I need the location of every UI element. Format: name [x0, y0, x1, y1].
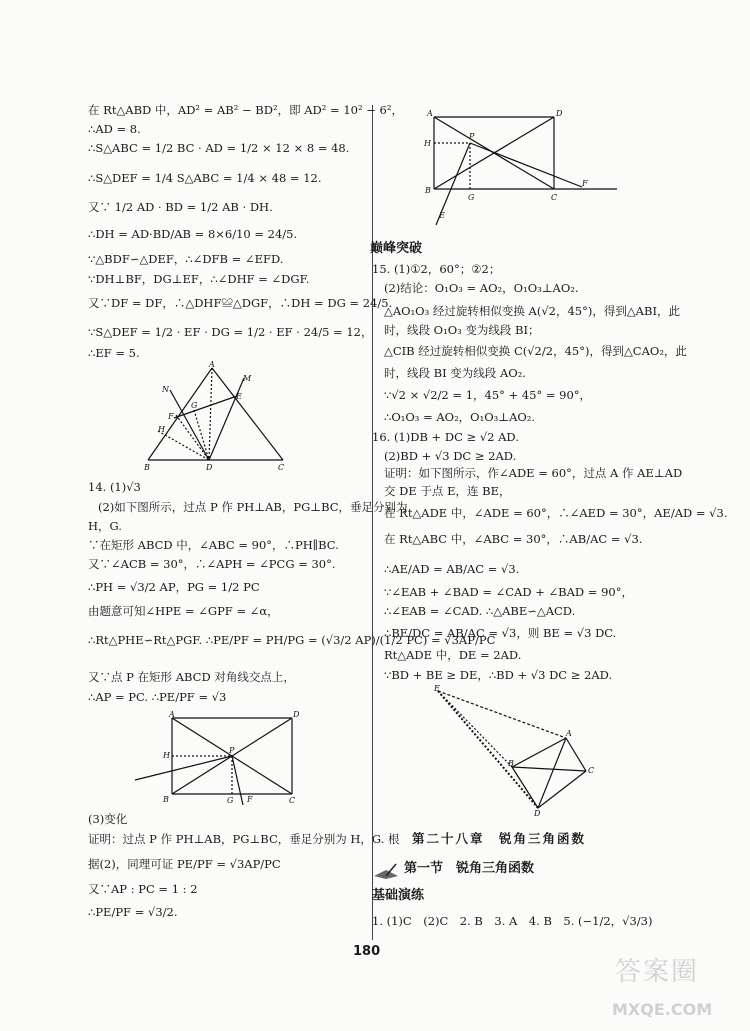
fig-label: B [163, 795, 169, 804]
text-line: ∴S△ABC = 1/2 BC · AD = 1/2 × 12 × 8 = 48. [88, 141, 350, 155]
fig-label: A [209, 360, 215, 369]
fig-label: D [556, 109, 563, 118]
fig-label: N [162, 385, 169, 394]
triangle-figure [140, 360, 290, 472]
fig-label: E [439, 211, 445, 220]
fig-label: G [227, 796, 234, 805]
book-pen-icon [372, 862, 400, 880]
text-line: 14. (1)√3 [88, 480, 141, 494]
text-line: ∴EF = 5. [88, 346, 140, 360]
fig-label: F [582, 179, 588, 188]
text-line: ∴O₁O₃ = AO₂，O₁O₃⊥AO₂. [384, 410, 536, 424]
text-line: ∴PH = √3/2 AP，PG = 1/2 PC [88, 580, 260, 594]
fig-label: M [243, 374, 252, 383]
text-line: ∵BD + BE ≥ DE，∴BD + √3 DC ≥ 2AD. [384, 668, 613, 682]
rectangle-rotation-figure [422, 105, 622, 230]
text-line: ∵S△DEF = 1/2 · EF · DG = 1/2 · EF · 24/5 = 12， [88, 325, 373, 339]
text-line: 又∵∠ACB = 30°，∴∠APH = ∠PCG = 30°. [88, 557, 336, 571]
text-line: ∴∠EAB = ∠CAD. ∴△ABE∽△ACD. [384, 604, 576, 618]
text-line: 又∵ 1/2 AD · BD = 1/2 AB · DH. [88, 200, 273, 214]
text-line: 证明：过点 P 作 PH⊥AB，PG⊥BC，垂足分别为 H，G. 根 [88, 832, 400, 846]
fig-label: F [168, 412, 174, 421]
fig-label: B [508, 759, 514, 768]
text-line: 又∵DF = DF，∴△DHF≌△DGF，∴DH = DG = 24/5. [88, 296, 393, 310]
text-line: 时，线段 BI 变为线段 AO₂. [384, 366, 526, 380]
fig-label: B [144, 463, 150, 472]
fig-label: H [424, 139, 431, 148]
text-line: (3)变化 [88, 812, 128, 826]
text-line: △CIB 经过旋转相似变换 C(√2/2，45°)，得到△CAO₂，此 [384, 344, 687, 358]
fig-label: B [425, 186, 431, 195]
fig-label: G [191, 401, 198, 410]
fig-label: C [278, 463, 285, 472]
fig-label: H [158, 425, 165, 434]
text-line: ∵√2 × √2/2 = 1，45° + 45° = 90°， [384, 388, 592, 402]
text-line: 15. (1)①2，60°；②2； [372, 262, 501, 276]
rectangle-figure [155, 710, 315, 810]
text-line: △AO₁O₃ 经过旋转相似变换 A(√2，45°)，得到△ABI，此 [384, 304, 680, 318]
fig-label: P [469, 132, 475, 141]
text-line: 在 Rt△ABD 中，AD² = AB² − BD²，即 AD² = 10² − 6²， [88, 103, 403, 117]
text-line: (2)如下图所示，过点 P 作 PH⊥AB，PG⊥BC，垂足分别为 [98, 500, 408, 514]
watermark-cn: 答案圈 [615, 957, 700, 987]
text-line: ∴S△DEF = 1/4 S△ABC = 1/4 × 48 = 12. [88, 171, 322, 185]
fig-label: D [534, 809, 541, 818]
text-line: ∴AE/AD = AB/AC = √3. [384, 562, 520, 576]
text-line: 据(2)，同理可证 PE/PF = √3AP/PC [88, 857, 281, 871]
fig-label: P [229, 746, 235, 755]
fig-label: E [236, 392, 242, 401]
fig-label: H [163, 751, 170, 760]
text-line: ∵△BDF∽△DEF，∴∠DFB = ∠EFD. [88, 252, 284, 266]
text-line: ∴AD = 8. [88, 122, 141, 136]
text-line: ∵∠EAB + ∠BAD = ∠CAD + ∠BAD = 90°， [384, 585, 633, 599]
fig-label: A [427, 109, 433, 118]
fig-label: C [551, 193, 558, 202]
fig-label: G [468, 193, 475, 202]
text-line: 交 DE 于点 E，连 BE， [384, 484, 511, 498]
fig-label: E [434, 684, 440, 693]
text-line: ∴Rt△PHE∽Rt△PGF. ∴PE/PF = PH/PG = (√3/2 AP)/(1/2 PC) = √3AP/PC [88, 633, 496, 647]
text-line: H，G. [88, 519, 122, 533]
fig-label: A [566, 729, 572, 738]
fig-label: F [247, 795, 253, 804]
text-line: ∵在矩形 ABCD 中，∠ABC = 90°，∴PH∥BC. [88, 538, 339, 552]
lesson-title: 第一节 锐角三角函数 [404, 861, 535, 876]
text-line: 时，线段 O₁O₃ 变为线段 BI； [384, 323, 540, 337]
fig-label: D [293, 710, 300, 719]
text-line: ∴PE/PF = √3/2. [88, 905, 178, 919]
text-line: 又∵AP : PC = 1 : 2 [88, 882, 198, 896]
text-line: 由题意可知∠HPE = ∠GPF = ∠α， [88, 604, 279, 618]
text-line: ∴BE/DC = AB/AC = √3，则 BE = √3 DC. [384, 626, 617, 640]
practice-title: 基础演练 [372, 888, 425, 903]
text-line: ∴DH = AD·BD/AB = 8×6/10 = 24/5. [88, 227, 298, 241]
page-number: 180 [353, 944, 381, 959]
fig-label: A [169, 710, 175, 719]
text-line: (2)BD + √3 DC ≥ 2AD. [384, 449, 517, 463]
text-line: ∵DH⊥BF，DG⊥EF，∴∠DHF = ∠DGF. [88, 272, 310, 286]
text-line: 16. (1)DB + DC ≥ √2 AD. [372, 430, 519, 444]
section-title: 巅峰突破 [370, 241, 423, 256]
chapter-title: 第二十八章 锐角三角函数 [412, 831, 587, 846]
text-line: 又∵点 P 在矩形 ABCD 对角线交点上， [88, 670, 295, 684]
fig-label: C [588, 766, 595, 775]
answers-line: 1. (1)C (2)C 2. B 3. A 4. B 5. (−1/2，√3/3) [372, 914, 653, 928]
text-line: (2)结论：O₁O₃ = AO₂，O₁O₃⊥AO₂. [384, 281, 579, 295]
text-line: ∴AP = PC. ∴PE/PF = √3 [88, 690, 227, 704]
fig-label: D [206, 463, 213, 472]
text-line: 在 Rt△ABC 中，∠ABC = 30°，∴AB/AC = √3. [384, 532, 643, 546]
quadrilateral-figure [428, 683, 608, 818]
watermark-en: MXQE.COM [612, 1000, 713, 1019]
fig-label: C [289, 796, 296, 805]
column-divider [372, 105, 373, 940]
text-line: 证明：如下图所示，作∠ADE = 60°，过点 A 作 AE⊥AD [384, 466, 683, 480]
text-line: Rt△ADE 中，DE = 2AD. [384, 648, 522, 662]
text-line: 在 Rt△ADE 中，∠ADE = 60°，∴∠AED = 30°，AE/AD = √3. [384, 506, 728, 520]
